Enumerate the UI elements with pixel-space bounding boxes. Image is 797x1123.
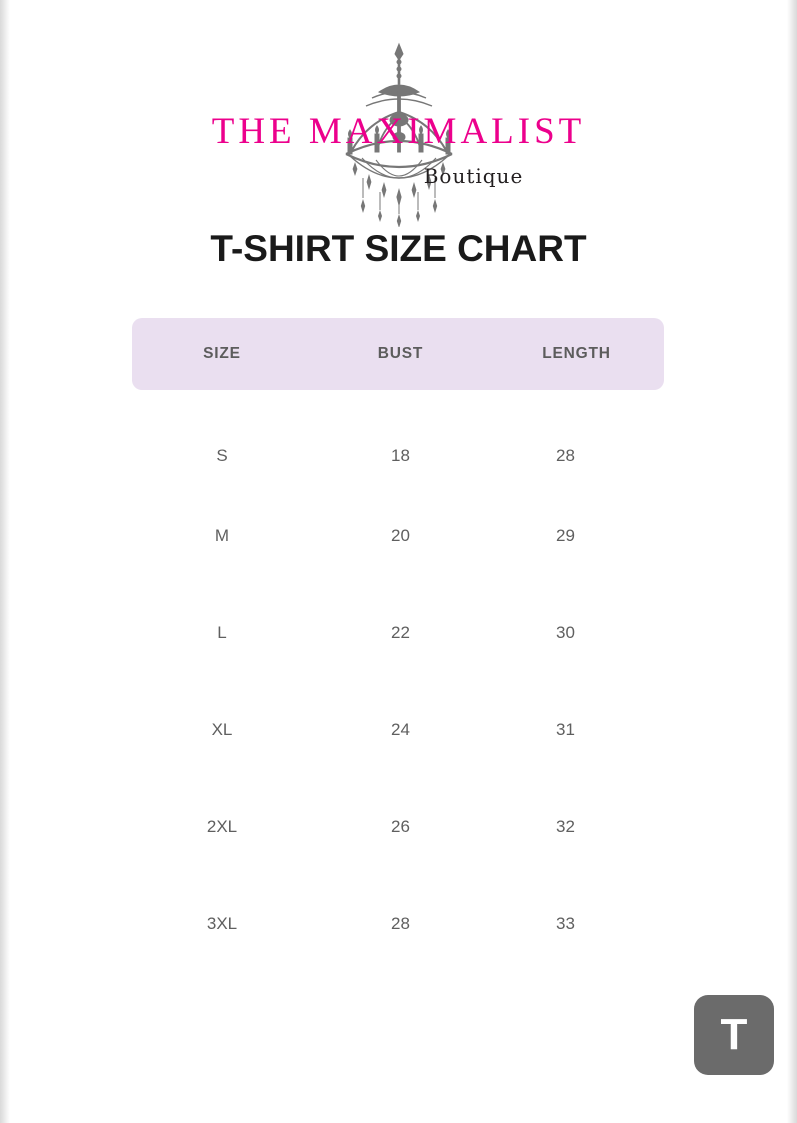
cell-bust: 26 [312, 778, 488, 875]
cell-size: 2XL [132, 778, 312, 875]
column-header-size: SIZE [203, 345, 241, 362]
size-table-header [132, 318, 664, 390]
cell-length: 28 [488, 390, 664, 487]
brand-subtitle: Boutique [423, 164, 524, 188]
cell-bust: 24 [312, 681, 488, 778]
brand-name: THE MAXIMALIST [211, 111, 586, 152]
table-row [132, 584, 664, 681]
cell-size: S [132, 390, 312, 487]
cell-bust: 22 [312, 584, 488, 681]
table-row [132, 681, 664, 778]
cell-bust: 28 [312, 875, 488, 972]
cell-length: 31 [488, 681, 664, 778]
page-title: T-SHIRT SIZE CHART [210, 228, 587, 269]
table-row [132, 875, 664, 972]
table-header-row [132, 318, 664, 390]
column-header-length: LENGTH [542, 345, 611, 362]
cell-length: 33 [488, 875, 664, 972]
size-table-body [132, 390, 664, 972]
size-table [132, 318, 664, 972]
brand-badge-label: T [720, 1010, 748, 1059]
brand-logo [0, 42, 797, 227]
cell-size: L [132, 584, 312, 681]
table-row [132, 778, 664, 875]
cell-length: 30 [488, 584, 664, 681]
cell-bust: 20 [312, 487, 488, 584]
cell-size: M [132, 487, 312, 584]
brand-badge-button[interactable] [694, 995, 774, 1075]
table-row [132, 487, 664, 584]
cell-size: XL [132, 681, 312, 778]
cell-length: 32 [488, 778, 664, 875]
cell-bust: 18 [312, 390, 488, 487]
column-header-bust: BUST [377, 345, 424, 362]
cell-length: 29 [488, 487, 664, 584]
cell-size: 3XL [132, 875, 312, 972]
table-row [132, 390, 664, 487]
size-table-wrapper [132, 318, 664, 972]
